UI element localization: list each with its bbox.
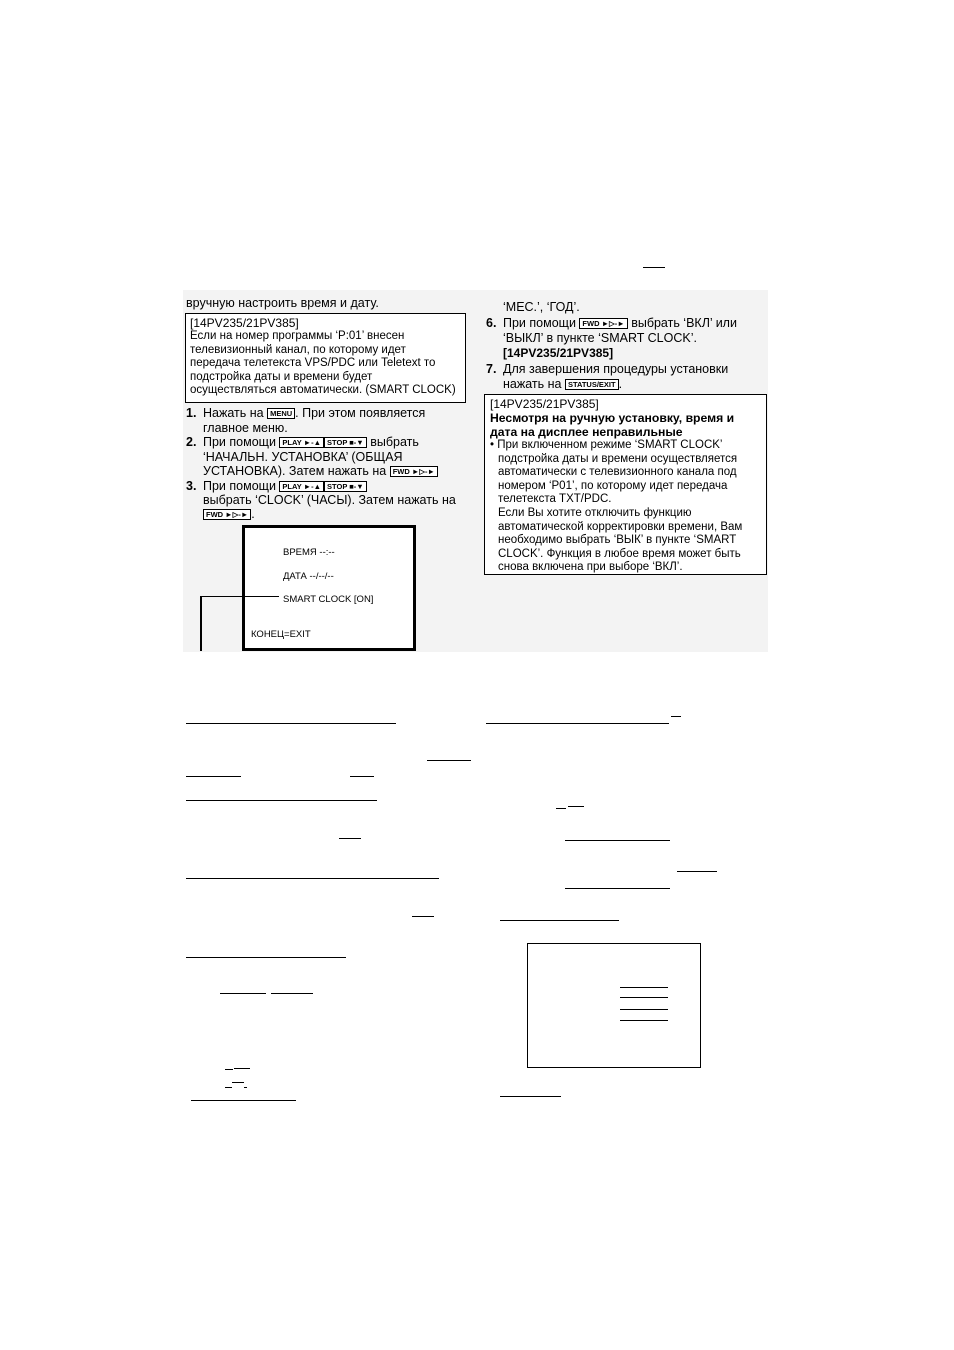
step-text: При помощи xyxy=(503,316,576,330)
stray-underline xyxy=(643,267,665,268)
step-6-model: [14PV235/21PV385] xyxy=(503,346,614,360)
step-text: При помощи xyxy=(203,479,276,493)
step-6-cont: ‘ВЫКЛ’ в пункте ‘SMART CLOCK’. xyxy=(503,331,697,345)
step-3 xyxy=(186,479,367,493)
step-number: 1. xyxy=(186,406,197,420)
step-text: . xyxy=(251,507,255,521)
note-box-line: осуществляться автоматически. (SMART CLOCK) xyxy=(190,384,456,397)
step-text: Для завершения процедуры установки xyxy=(503,362,729,376)
step-text: При помощи xyxy=(203,435,276,449)
step-7 xyxy=(486,362,728,376)
step-3-cont xyxy=(203,507,255,521)
tv-screen-illustration xyxy=(242,525,416,651)
warning-line: автоматической корректировки времени, Вам xyxy=(498,520,743,533)
warning-line: номером ‘P01’, по которому идет передача xyxy=(498,479,728,492)
step-5-cont: ‘МЕС.’, ‘ГОД’. xyxy=(503,300,580,314)
warning-line: • При включенном режиме ‘SMART CLOCK’ xyxy=(490,439,723,451)
step-7-cont xyxy=(503,377,622,391)
step-text: нажать на xyxy=(503,377,562,391)
stop-button: STOP ■-▼ xyxy=(324,437,367,448)
warning-line: необходимо выбрать ‘ВЫК’ в пункте ‘SMART xyxy=(498,534,737,547)
step-number: 6. xyxy=(486,316,497,330)
warning-line: снова включена при выборе ‘ВКЛ’. xyxy=(498,561,683,574)
step-text: Нажать на xyxy=(203,406,264,420)
warning-line: телетекста TXT/PDC. xyxy=(498,493,612,506)
step-text: УСТАНОВКА). Затем нажать на xyxy=(203,464,387,478)
note-box xyxy=(185,313,466,403)
callout-line xyxy=(201,596,279,597)
fwd-button: FWD ►▷-► xyxy=(390,466,438,477)
fwd-button: FWD ►▷-► xyxy=(579,318,627,329)
step-text: . При этом появляется xyxy=(295,406,426,420)
play-button: PLAY ►-▲ xyxy=(279,481,324,492)
warning-box xyxy=(484,394,767,575)
note-box-line: телевизионный канал, по которому идет xyxy=(190,343,406,356)
step-2-cont: ‘НАЧАЛЬН. УСТАНОВКА’ (ОБЩАЯ xyxy=(203,450,403,464)
note-box-line: Если на номер программы ‘P:01’ внесен xyxy=(190,330,405,342)
intro-text: вручную настроить время и дату. xyxy=(186,296,379,310)
warning-heading: дата на дисплее неправильные xyxy=(490,425,683,439)
step-6 xyxy=(486,316,737,330)
step-text: . xyxy=(618,377,623,391)
step-number: 2. xyxy=(186,435,197,449)
screen-smart-clock-row: SMART CLOCK [ON] xyxy=(283,594,374,605)
warning-line: Если Вы хотите отключить функцию xyxy=(498,506,692,519)
step-1-cont: главное меню. xyxy=(203,421,288,435)
step-1 xyxy=(186,406,425,420)
step-number: 3. xyxy=(186,479,197,493)
status-exit-button: STATUS/EXIT xyxy=(565,379,619,390)
step-3-cont: выбрать ‘CLOCK’ (ЧАСЫ). Затем нажать на xyxy=(203,493,456,507)
step-2 xyxy=(186,435,419,449)
warning-line: CLOCK’. Функция в любое время может быть xyxy=(498,547,741,560)
step-2-cont xyxy=(203,464,438,478)
step-text: выбрать xyxy=(370,435,419,449)
screen-date-row: ДАТА --/--/-- xyxy=(283,571,334,582)
stop-button: STOP ■-▼ xyxy=(324,481,367,492)
play-button: PLAY ►-▲ xyxy=(279,437,324,448)
step-number: 7. xyxy=(486,362,497,376)
note-box-line: передача телетекста VPS/PDC или Teletext то xyxy=(190,357,436,370)
note-box-title: [14PV235/21PV385] xyxy=(190,316,299,330)
fwd-button: FWD ►▷-► xyxy=(203,509,251,520)
callout-line-vertical xyxy=(200,596,202,651)
warning-line: автоматически с телевизионного канала под xyxy=(498,466,737,479)
warning-box-title: [14PV235/21PV385] xyxy=(490,397,599,411)
warning-line: подстройка даты и времени осуществляется xyxy=(498,452,738,465)
step-text: выбрать ‘ВКЛ’ или xyxy=(631,316,737,330)
screen-time-row: ВРЕМЯ --:-- xyxy=(283,547,335,558)
screen-exit-row: КОНЕЦ=EXIT xyxy=(251,629,311,640)
menu-button: MENU xyxy=(267,408,295,419)
empty-screen-frame xyxy=(527,943,701,1068)
warning-heading: Несмотря на ручную установку, время и xyxy=(490,411,735,425)
note-box-line: подстройка даты и времени будет xyxy=(190,370,373,383)
